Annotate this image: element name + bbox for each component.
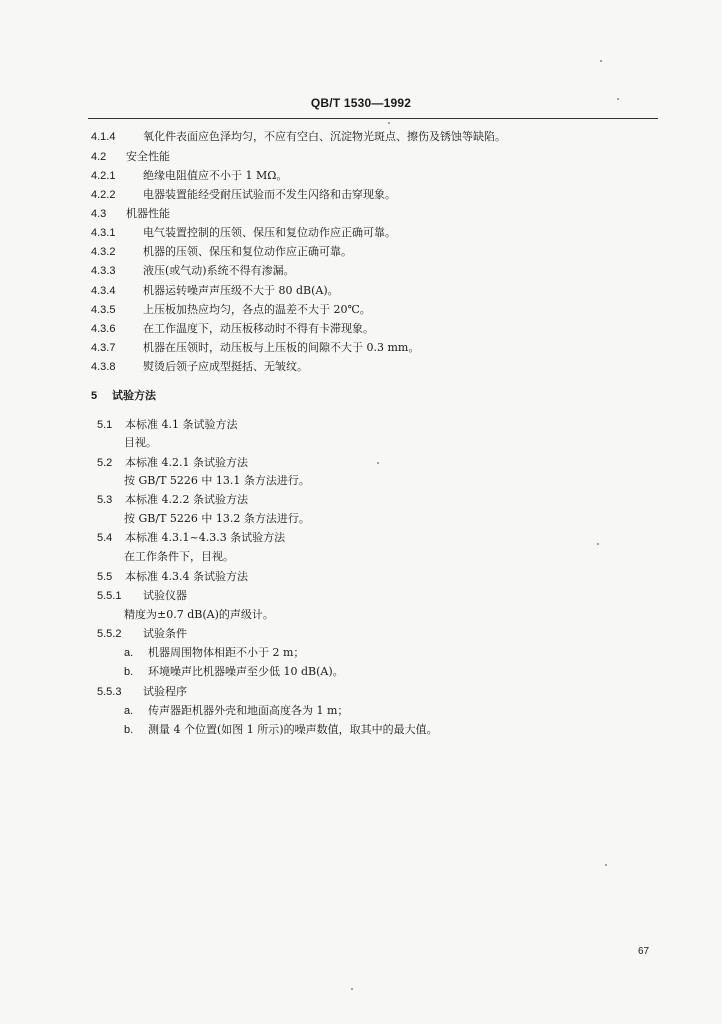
clause-body-text: 按 GB/T 5226 中 13.1 条方法进行。 [124,474,310,487]
clause-number: 4.3.5 [91,304,116,316]
clause-number: 4.3.6 [91,323,116,335]
clause-5-5-1 [97,589,187,603]
clause-body-text: 按 GB/T 5226 中 13.2 条方法进行。 [124,512,310,525]
section-5-heading [91,389,156,403]
clause-5-3-body [124,512,310,526]
clause-number: 5.5 [97,571,113,583]
clause-number: 4.3.1 [91,227,116,239]
clause-number: 4.3.2 [91,246,116,258]
clause-4-2-2 [91,188,396,202]
clause-5-1 [97,418,238,432]
page-number: 67 [638,946,650,957]
document-header-title: QB/T 1530—1992 [310,96,412,110]
clause-4-3-5 [91,303,371,317]
clause-5-2 [97,456,248,470]
clause-number: 5.5.1 [97,590,122,602]
clause-number: 4.3 [91,208,107,220]
clause-text: 本标准 4.2.2 条试验方法 [125,493,248,506]
clause-5-4-body [124,550,234,564]
clause-4-3-3 [91,264,295,278]
clause-text: 机器的压领、保压和复位动作应正确可靠。 [143,245,352,258]
list-marker: b. [124,724,134,736]
clause-body-text: 精度为±0.7 dB(A)的声级计。 [124,608,274,621]
section-number: 5 [91,390,98,402]
list-item-a [124,646,304,660]
clause-text: 电器装置能经受耐压试验而不发生闪络和击穿现象。 [143,188,396,201]
scan-speck [600,60,602,62]
clause-5-3 [97,493,248,507]
scan-speck [605,864,607,866]
list-marker: a. [124,647,134,659]
clause-5-5-3 [97,685,187,699]
list-marker: a. [124,705,134,717]
list-item-text: 测量 4 个位置(如图 1 所示)的噪声数值，取其中的最大值。 [148,723,438,736]
clause-number: 5.2 [97,457,113,469]
clause-5-1-body [124,436,157,450]
clause-4-2-1 [91,169,287,183]
clause-text: 安全性能 [126,150,170,163]
clause-number: 4.3.7 [91,342,116,354]
clause-5-2-body [124,474,310,488]
list-item-text: 机器周围物体相距不小于 2 m； [148,646,305,659]
clause-body-text: 在工作条件下，目视。 [124,550,234,563]
clause-text: 机器性能 [126,207,170,220]
clause-text: 液压(或气动)系统不得有渗漏。 [143,264,295,277]
clause-text: 试验程序 [143,685,187,698]
clause-number: 5.5.2 [97,628,122,640]
list-marker: b. [124,666,134,678]
clause-4-3-8 [91,360,308,374]
scan-speck [597,543,599,545]
clause-text: 本标准 4.1 条试验方法 [125,418,238,431]
clause-text: 机器运转噪声声压级不大于 80 dB(A)。 [143,284,339,297]
clause-5-5-2 [97,627,187,641]
clause-4-2 [91,150,170,164]
clause-number: 4.1.4 [91,131,116,143]
list-item-b [124,723,438,737]
clause-body-text: 目视。 [124,436,157,449]
clause-number: 5.3 [97,494,113,506]
list-item-text: 传声器距机器外壳和地面高度各为 1 m； [148,704,349,717]
scan-speck [351,988,353,990]
section-title: 试验方法 [112,389,156,402]
clause-4-3-4 [91,284,339,298]
clause-text: 本标准 4.3.4 条试验方法 [125,570,248,583]
clause-number: 4.3.8 [91,361,116,373]
clause-number: 5.5.3 [97,686,122,698]
clause-text: 试验仪器 [143,589,187,602]
clause-5-5-1-body [124,608,274,622]
clause-text: 本标准 4.3.1~4.3.3 条试验方法 [125,531,286,544]
clause-text: 在工作温度下，动压板移动时不得有卡滞现象。 [143,322,374,335]
header-rule [88,118,658,119]
list-item-text: 环境噪声比机器噪声至少低 10 dB(A)。 [148,665,344,678]
list-item-b [124,665,344,679]
clause-4-1-4 [91,130,506,144]
clause-number: 4.2.1 [91,170,116,182]
scan-speck [388,122,390,124]
clause-number: 5.1 [97,419,113,431]
clause-number: 4.2.2 [91,189,116,201]
clause-text: 机器在压领时，动压板与上压板的间隙不大于 0.3 mm。 [143,341,420,354]
clause-number: 4.3.3 [91,265,116,277]
clause-5-5 [97,570,248,584]
clause-text: 电气装置控制的压领、保压和复位动作应正确可靠。 [143,226,396,239]
clause-number: 4.3.4 [91,285,116,297]
clause-number: 4.2 [91,151,107,163]
clause-4-3 [91,207,170,221]
clause-4-3-2 [91,245,352,259]
clause-4-3-1 [91,226,396,240]
scan-speck [377,462,379,464]
clause-text: 上压板加热应均匀，各点的温差不大于 20℃。 [143,303,371,316]
clause-text: 氧化件表面应色泽均匀，不应有空白、沉淀物光斑点、擦伤及锈蚀等缺陷。 [143,130,506,143]
list-item-a [124,704,348,718]
clause-4-3-7 [91,341,419,355]
clause-4-3-6 [91,322,374,336]
clause-number: 5.4 [97,532,113,544]
scan-speck [617,98,619,100]
clause-text: 试验条件 [143,627,187,640]
clause-text: 熨烫后领子应成型挺括、无皱纹。 [143,360,308,373]
clause-text: 本标准 4.2.1 条试验方法 [125,456,248,469]
clause-5-4 [97,531,285,545]
clause-text: 绝缘电阻值应不小于 1 MΩ。 [143,169,288,182]
